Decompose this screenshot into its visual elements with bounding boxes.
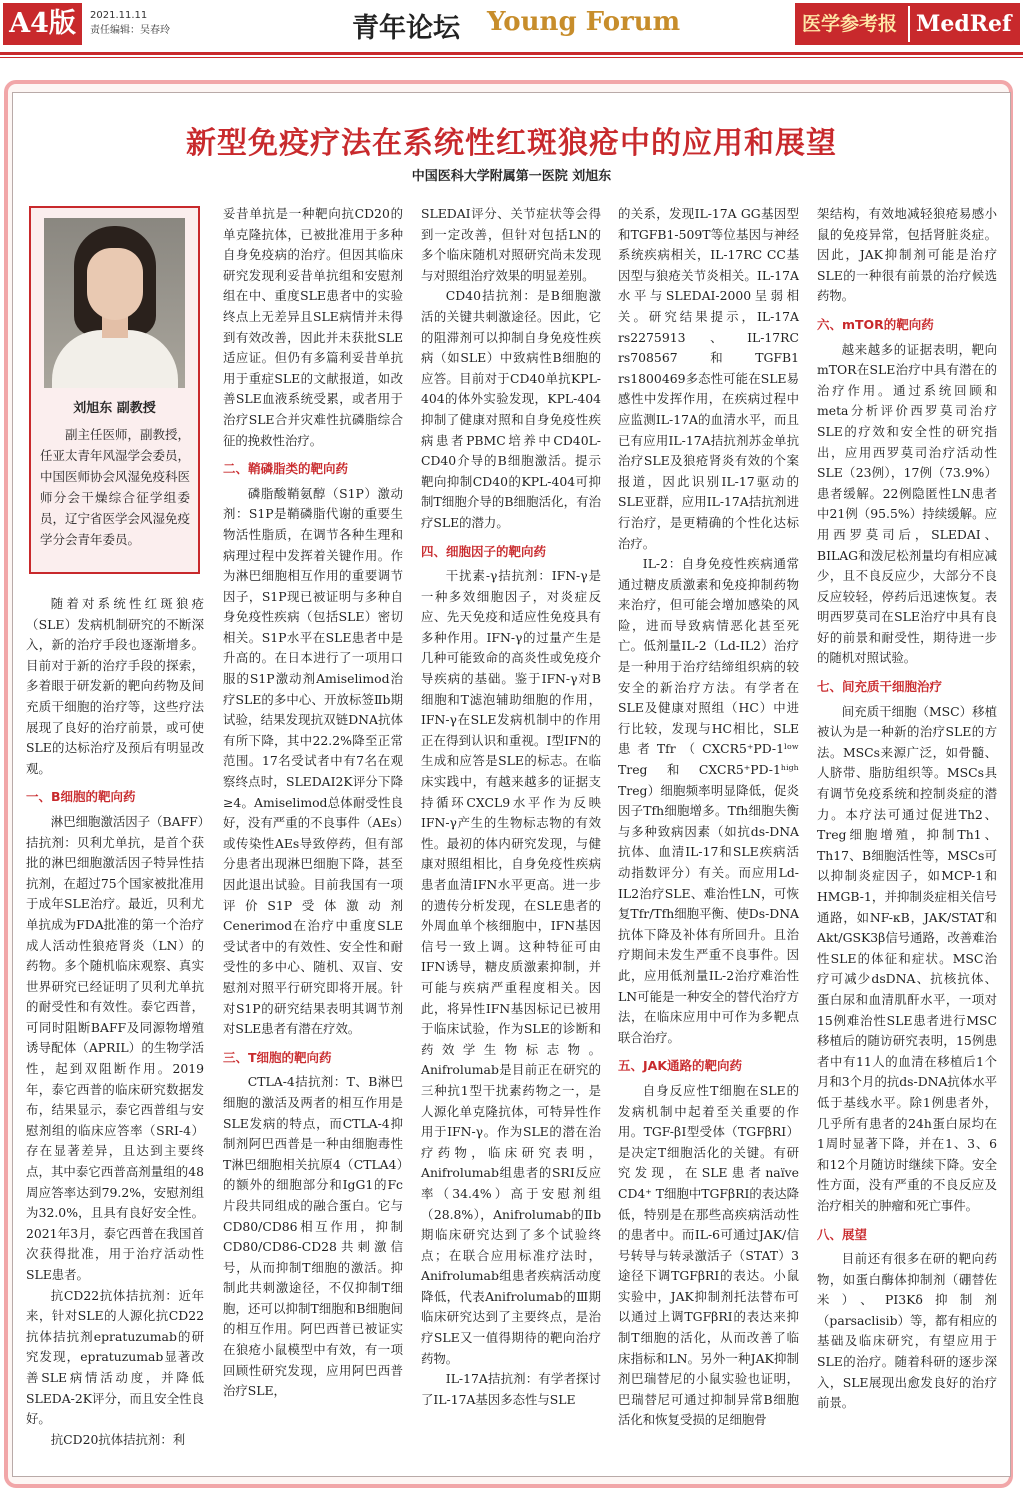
- paragraph: IL-2：自身免疫性疾病通常通过糖皮质激素和免疫抑制药物来治疗，但可能会增加感染的风险，进而导致病情恶化甚至死亡。低剂量IL-2（Ld-IL2）治疗是一种用于治疗结缔组织病的较安全的新治疗方法。有学者在SLE及健康对照组（HC）中进行比较，发现与HC相比，SLE患者Tfr（CXCR5⁺PD-1ˡᵒʷ Treg和CXCR5⁺PD-1ʰⁱᵍʰ Treg）细胞频率明显降低，促炎因子Tfh细胞增多。Tfh细胞失衡与多种致病因素（如抗ds-DNA抗体、血清IL-17和SLE疾病活动指数评分）有关。而应用Ld-IL2治疗SLE、难治性LN，可恢复Tfr/Tfh细胞平衡、使Ds-DNA抗体下降及补体有所回升。且治疗期间未发生严重不良事件。因此，应用低剂量IL-2治疗难治性LN可能是一种安全的替代治疗方法，在临床应用中可作为多靶点联合治疗。: [618, 556, 799, 1045]
- paragraph: 间充质干细胞（MSC）移植被认为是一种新的治疗SLE的方法。MSCs来源广泛，如骨髓、人脐带、脂肪组织等。MSCs具有调节免疫系统和控制炎症的潜力。本疗法可通过促进Th2、Treg细胞增殖，抑制Th1、Th17、B细胞活性等，MSCs可以抑制炎症因子，如MCP-1和HMGB-1，并抑制炎症相关信号通路，如NF-κB，JAK/STAT和Akt/GSK3β信号通路，改善难治性SLE的体征和症状。MSC治疗可减少dsDNA、抗核抗体、蛋白尿和血清肌酐水平，一项对15例难治性SLE患者进行MSC移植后的随访研究表明，15例患者中有11人的血清在移植后1个月和3个月的抗ds-DNA抗体水平低于基线水平。除1例患者外，几乎所有患者的24h蛋白尿均在1周时显著下降，并在1、3、6和12个月随访时继续下降。安全性方面，没有严重的不良反应及治疗相关的肿瘤和死亡事件。: [817, 703, 997, 1213]
- issue-date: 2021.11.11: [90, 10, 148, 21]
- paragraph: IL-17A拮抗剂：有学者探讨了IL-17A基因多态性与SLE: [421, 1371, 601, 1407]
- photo-face: [87, 248, 143, 320]
- photo-body: [52, 330, 178, 388]
- paragraph: 目前还有很多在研的靶向药物，如蛋白酶体抑制剂（硼替佐米）、PI3Kδ抑制剂（parsaclisib）等，都有相应的基础及临床研究，有望应用于SLE的治疗。随着科研的逐步深入，SLE展现出愈发良好的治疗前景。: [817, 1251, 997, 1411]
- author-photo: [44, 218, 185, 388]
- section-title: 青年论坛: [352, 13, 460, 44]
- paragraph: 自身反应性T细胞在SLE的发病机制中起着至关重要的作用。TGF-βⅠ型受体（TGFβRI）是决定T细胞活化的关键。有研究发现，在SLE患者naïve CD4⁺ T细胞中TGFβRI的表达降低，特别是在那些高疾病活动性的患者中。而IL-6可通过JAK/信号转导与转录激活子（STAT）3途径下调TGFβRI的表达。小鼠实验中，JAK抑制剂托法替布可以通过上调TGFβRI的表达来抑制T细胞的活化，从而改善了临床指标和LN。另外一种JAK抑制剂巴瑞替尼的小鼠实验也证明，巴瑞替尼可通过抑制异常B细胞活化和恢复受损的足细胞骨: [618, 1082, 799, 1428]
- header-rule: [0, 52, 1023, 55]
- paragraph: 干扰素-γ拮抗剂：IFN-γ是一种多效细胞因子，对炎症反应、先天免疫和适应性免疫具有多种作用。IFN-γ的过量产生是几种可能致命的高炎性或免疫介导疾病的基础。鉴于IFN-γ对B细胞和T滤泡辅助细胞的作用，IFN-γ在SLE发病机制中的作用正在得到认识和重视。Ⅰ型IFN的生成和应答是SLE的标志。在临床实践中，有越来越多的证据支持循环CXCL9水平作为反映IFN-γ产生的生物标志物的有效性。最初的体内研究发现，与健康对照组相比，自身免疫性疾病患者血清IFN水平更高。进一步的遗传分析发现，在SLE患者的外周血单个核细胞中，IFN基因信号一致上调。这种特征可由IFN诱导，糖皮质激素抑制，并可能与疾病严重程度相关。因此，将异性IFN基因标记已被用于临床试验，作为SLE的诊断和药效学生物标志物。Anifrolumab是目前正在研究的三种抗1型干扰素药物之一，是人源化单克隆抗体，可特异性作用于IFN-γ。作为SLE的潜在治疗药物，临床研究表明，Anifrolumab组患者的SRI反应率（34.4%）高于安慰剂组（28.8%），Anifrolumab的Ⅱb期临床研究达到了多个试验终点；在联合应用标准疗法时，Anifrolumab组患者疾病活动度降低，代表Anifrolumab的Ⅲ期临床研究达到了主要终点，是治疗SLE又一值得期待的靶向治疗药物。: [421, 568, 601, 1366]
- paragraph: 的关系，发现IL-17A GG基因型和TGFB1-509T等位基因与神经系统疾病相关，IL-17RC CC基因型与狼疮关节炎相关。IL-17A水平与SLEDAI-2000呈弱相关。研究结果提示，IL-17A rs2275913、IL-17RC rs708567和TGFB1 rs1800469多态性可能在SLE易感性中发挥作用，在疾病过程中应监测IL-17A的血清水平，而且已有应用IL-17A拮抗剂苏金单抗治疗SLE及狼疮肾炎有效的个案报道，因此识别IL-17驱动的SLE亚群，应用IL-17A拮抗剂进行治疗，是更精确的个性化达标治疗。: [618, 206, 799, 551]
- article-byline: 中国医科大学附属第一医院 刘旭东: [411, 169, 612, 184]
- paragraph: SLEDAI评分、关节症状等会得到一定改善，但针对包括LN的多个临床随机对照研究尚未发现与对照组治疗效果的明显差别。: [421, 206, 601, 283]
- author-name: 刘旭东 副教授: [73, 401, 156, 416]
- section-heading: 六、mTOR的靶向药: [817, 316, 934, 332]
- paragraph: 越来越多的证据表明，靶向mTOR在SLE治疗中具有潜在的治疗作用。通过系统回顾和meta分析评价西罗莫司治疗SLE的疗效和安全性的研究指出，应用西罗莫司治疗活动性SLE（23例），17例（73.9%）患者缓解。22例隐匿性LN患者中21例（95.5%）持续缓解。应用西罗莫司后，SLEDAI、BILAG和泼尼松剂量均有相应减少，且不良反应少，大部分不良反应较轻，停药后迅速恢复。表明西罗莫司在SLE治疗中具有良好的前景和耐受性，期待进一步的随机对照试验。: [817, 341, 997, 666]
- column-4: [618, 204, 799, 1431]
- section-heading: 四、细胞因子的靶向药: [421, 543, 547, 559]
- paragraph: 抗CD20抗体拮抗剂：利: [50, 1431, 186, 1447]
- section-heading: 二、鞘磷脂类的靶向药: [223, 461, 349, 477]
- author-bio: 副主任医师，副教授，任亚太青年风湿学会委员，中国医师协会风湿免疫科医师分会干燥综合征学组委员，辽宁省医学会风湿免疫学分会青年委员。: [40, 427, 191, 547]
- brand-divider: [908, 6, 910, 42]
- issue-editor: 责任编辑：吴春玲: [90, 25, 170, 36]
- paragraph: 架结构，有效地减轻狼疮易感小鼠的免疫异常，包括肾脏炎症。因此，JAK抑制剂可能是治疗SLE的一种很有前景的治疗候选药物。: [817, 206, 997, 304]
- section-heading: 五、JAK通路的靶向药: [618, 1058, 743, 1074]
- column-1: [26, 594, 204, 1450]
- paragraph: 磷脂酸鞘氨醇（S1P）激动剂：S1P是鞘磷脂代谢的重要生物活性脂质，在调节各种生理和病理过程中发挥着关键作用。作为淋巴细胞相互作用的重要调节因子，S1P现已被证明与多种自身免疫性疾病（包括SLE）密切相关。S1P水平在SLE患者中是升高的。在日本进行了一项用口服的S1P激动剂Amiselimod治疗SLE的多中心、开放标签Ⅱb期试验，结果发现抗双链DNA抗体有所下降，其中22.2%降至正常范围。17名受试者中有7名在观察终点时，SLEDAI2K评分下降≥4。Amiselimod总体耐受性良好，没有严重的不良事件（AEs）或传染性AEs导致停药，但有部分患者出现淋巴细胞下降，甚至因此退出试验。目前我国有一项评价S1P受体激动剂Cenerimod在治疗中重度SLE受试者中的有效性、安全性和耐受性的多中心、随机、双盲、安慰剂对照平行研究即将开展。针对S1P的研究结果表明其调节剂对SLE患者有潜在疗效。: [223, 485, 403, 1037]
- paragraph: 随着对系统性红斑狼疮（SLE）发病机制研究的不断深入，新的治疗手段也逐渐增多。目前对于新的治疗手段的探索，多着眼于研发新的靶向药物及间充质干细胞的治疗等，这些疗法展现了良好的治疗前景，或可使SLE的达标治疗及预后有明显改观。: [26, 596, 204, 776]
- section-title-en: Young Forum: [487, 7, 681, 37]
- section-heading: 三、T细胞的靶向药: [223, 1049, 332, 1065]
- paragraph: CD40拮抗剂：是B细胞激活的关键共刺激途径。因此，它的阻滞剂可以抑制自身免疫性疾病（如SLE）中致病性B细胞的应答。目前对于CD40单抗KPL-404的体外实验发现，KPL-404抑制了健康对照和自身免疫性疾病患者PBMC培养中CD40L-CD40介导的B细胞激活。提示靶向抑制CD40的KPL-404可抑制T细胞介导的B细胞活化，有治疗SLE的潜力。: [421, 288, 601, 530]
- column-5: [817, 204, 997, 1414]
- brand-name: 医学参考报: [802, 13, 898, 35]
- edition-badge: A4版: [3, 3, 82, 45]
- issue-meta: [90, 8, 170, 38]
- column-2: [223, 204, 403, 1402]
- header-rule-thin: [0, 57, 1023, 58]
- masthead: [0, 0, 1023, 48]
- section-heading: 七、间充质干细胞治疗: [817, 679, 943, 695]
- section-heading: 一、B细胞的靶向药: [26, 789, 136, 805]
- article-title: 新型免疫疗法在系统性红斑狼疮中的应用和展望: [186, 126, 837, 161]
- paragraph: 抗CD22抗体拮抗剂：近年来，针对SLE的人源化抗CD22抗体拮抗剂epratuzumab的研究发现，epratuzumab显著改善SLE病情活动度，并降低SLEDA-2K评分，而且安全性良好。: [26, 1287, 204, 1427]
- paragraph: 妥昔单抗是一种靶向抗CD20的单克隆抗体，已被批准用于多种自身免疫病的治疗。但因其临床研究发现利妥昔单抗组和安慰剂组在中、重度SLE患者中的实验终点上无差异且SLE病情并未得到有效改善，因此并未获批SLE适应证。但仍有多篇利妥昔单抗用于重症SLE的文献报道，如改善SLE血液系统受累，或者用于治疗SLE合并灾难性抗磷脂综合征的挽救性治疗。: [223, 206, 403, 448]
- brand-name-en: MedRef: [916, 11, 1012, 37]
- paragraph: 淋巴细胞激活因子（BAFF）拮抗剂：贝利尤单抗，是首个获批的淋巴细胞激活因子特异性拮抗剂，在超过75个国家被批准用于成年SLE治疗。最近，贝利尤单抗成为FDA批准的第一个治疗成人活动性狼疮肾炎（LN）的药物。多个随机临床观察、真实世界研究已经证明了贝利尤单抗的耐受性和有效性。泰它西普，可同时阻断BAFF及同源物增殖诱导配体（APRIL）的生物学活性，起到双阻断作用。2019年，泰它西普的临床研究数据发布，结果显示，泰它西普组与安慰剂组的临床应答率（SRI-4）存在显著差异，且达到主要终点，其中泰它西普高剂量组的48周应答率达到79.2%，安慰剂组为32.0%，且具有良好安全性。2021年3月，泰它西普在我国首次获得批准，用于治疗活动性SLE患者。: [26, 813, 204, 1282]
- column-3: [421, 204, 601, 1410]
- paragraph: CTLA-4拮抗剂：T、B淋巴细胞的激活及两者的相互作用是SLE发病的特点，而CTLA-4抑制剂阿巴西普是一种由细胞毒性T淋巴细胞相关抗原4（CTLA4）的额外的细胞部分和IgG1的Fc片段共同组成的融合蛋白。它与CD80/CD86相互作用，抑制CD80/CD86-CD28共刺激信号，从而抑制T细胞的激活。抑制此共刺激途径，不仅抑制T细胞，还可以抑制T细胞和B细胞间的相互作用。阿巴西普已被证实在狼疮小鼠模型中有效，有一项回顾性研究发现，应用阿巴西普治疗SLE，: [223, 1074, 403, 1399]
- section-heading: 八、展望: [817, 1226, 868, 1242]
